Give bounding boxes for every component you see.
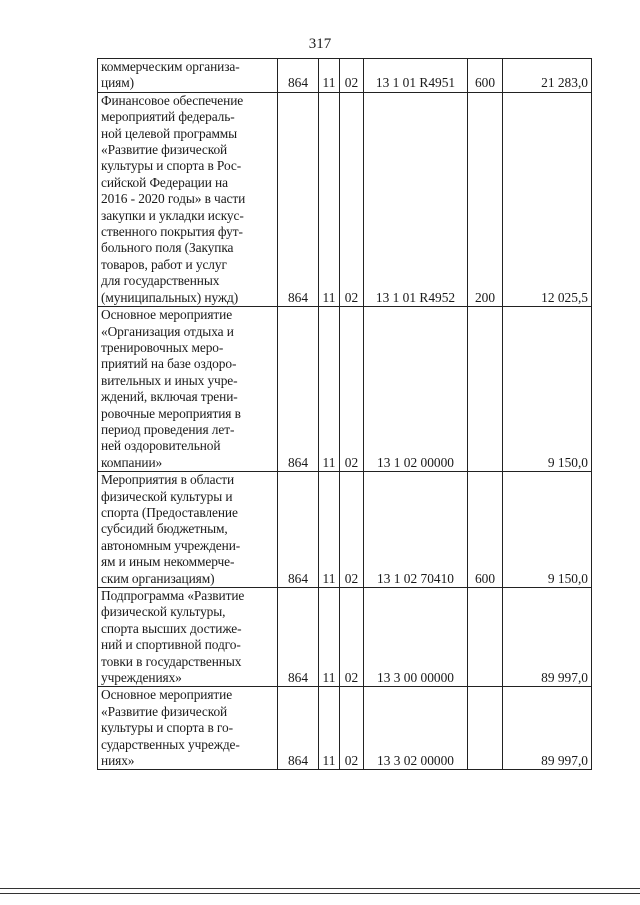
expense-type: 600 <box>468 59 503 93</box>
subsection-code: 02 <box>340 588 364 687</box>
row-description: коммерческим организа- циям) <box>98 59 278 93</box>
subsection-code: 02 <box>340 687 364 770</box>
table-row <box>98 59 592 93</box>
admin-code: 864 <box>278 307 319 472</box>
table-row <box>98 472 592 588</box>
section-code: 11 <box>319 307 340 472</box>
row-description: Основное мероприятие «Развитие физической культуры и спорта в го- сударственных учрежде- ниях» <box>98 687 278 770</box>
section-code: 11 <box>319 687 340 770</box>
expense-type: 600 <box>468 472 503 588</box>
subsection-code: 02 <box>340 59 364 93</box>
target-article: 13 1 02 00000 <box>364 307 468 472</box>
table-row <box>98 588 592 687</box>
admin-code: 864 <box>278 588 319 687</box>
target-article: 13 3 02 00000 <box>364 687 468 770</box>
row-description: Подпрограмма «Развитие физической культуры, спорта высших достиже- ний и спортивной подго- товки в государственных учреждениях» <box>98 588 278 687</box>
row-description: Основное мероприятие «Организация отдыха и тренировочных меро- приятий на базе оздоро- вительных и иных учре- ждений, включая трени- ровочные мероприятия в период проведения лет- ней оздоровительной компании» <box>98 307 278 472</box>
section-code: 11 <box>319 588 340 687</box>
subsection-code: 02 <box>340 92 364 306</box>
target-article: 13 1 02 70410 <box>364 472 468 588</box>
row-description: Мероприятия в области физической культуры и спорта (Предоставление субсидий бюджетным, автономным учреждени- ям и иным некоммерче- ским организациям) <box>98 472 278 588</box>
amount: 9 150,0 <box>503 472 592 588</box>
amount: 89 997,0 <box>503 588 592 687</box>
table-row <box>98 307 592 472</box>
table-row <box>98 92 592 306</box>
admin-code: 864 <box>278 59 319 93</box>
amount: 21 283,0 <box>503 59 592 93</box>
section-code: 11 <box>319 472 340 588</box>
budget-table <box>97 58 592 770</box>
page-number: 317 <box>308 36 332 52</box>
bottom-divider <box>0 888 640 889</box>
amount: 89 997,0 <box>503 687 592 770</box>
section-code: 11 <box>319 59 340 93</box>
row-description: Финансовое обеспечение мероприятий федераль- ной целевой программы «Развитие физической культуры и спорта в Рос- сийской Федерации на 2016 - 2020 годы» в части закупки и укладки искус- ственного покрытия фут- больного поля (Закупка товаров, работ и услуг для государственных (муниципальных) нужд) <box>98 92 278 306</box>
admin-code: 864 <box>278 687 319 770</box>
table-row <box>98 687 592 770</box>
section-code: 11 <box>319 92 340 306</box>
expense-type <box>468 307 503 472</box>
expense-type: 200 <box>468 92 503 306</box>
expense-type <box>468 687 503 770</box>
target-article: 13 3 00 00000 <box>364 588 468 687</box>
bottom-divider <box>0 893 640 894</box>
subsection-code: 02 <box>340 307 364 472</box>
amount: 12 025,5 <box>503 92 592 306</box>
amount: 9 150,0 <box>503 307 592 472</box>
target-article: 13 1 01 R4952 <box>364 92 468 306</box>
admin-code: 864 <box>278 92 319 306</box>
target-article: 13 1 01 R4951 <box>364 59 468 93</box>
expense-type <box>468 588 503 687</box>
subsection-code: 02 <box>340 472 364 588</box>
admin-code: 864 <box>278 472 319 588</box>
